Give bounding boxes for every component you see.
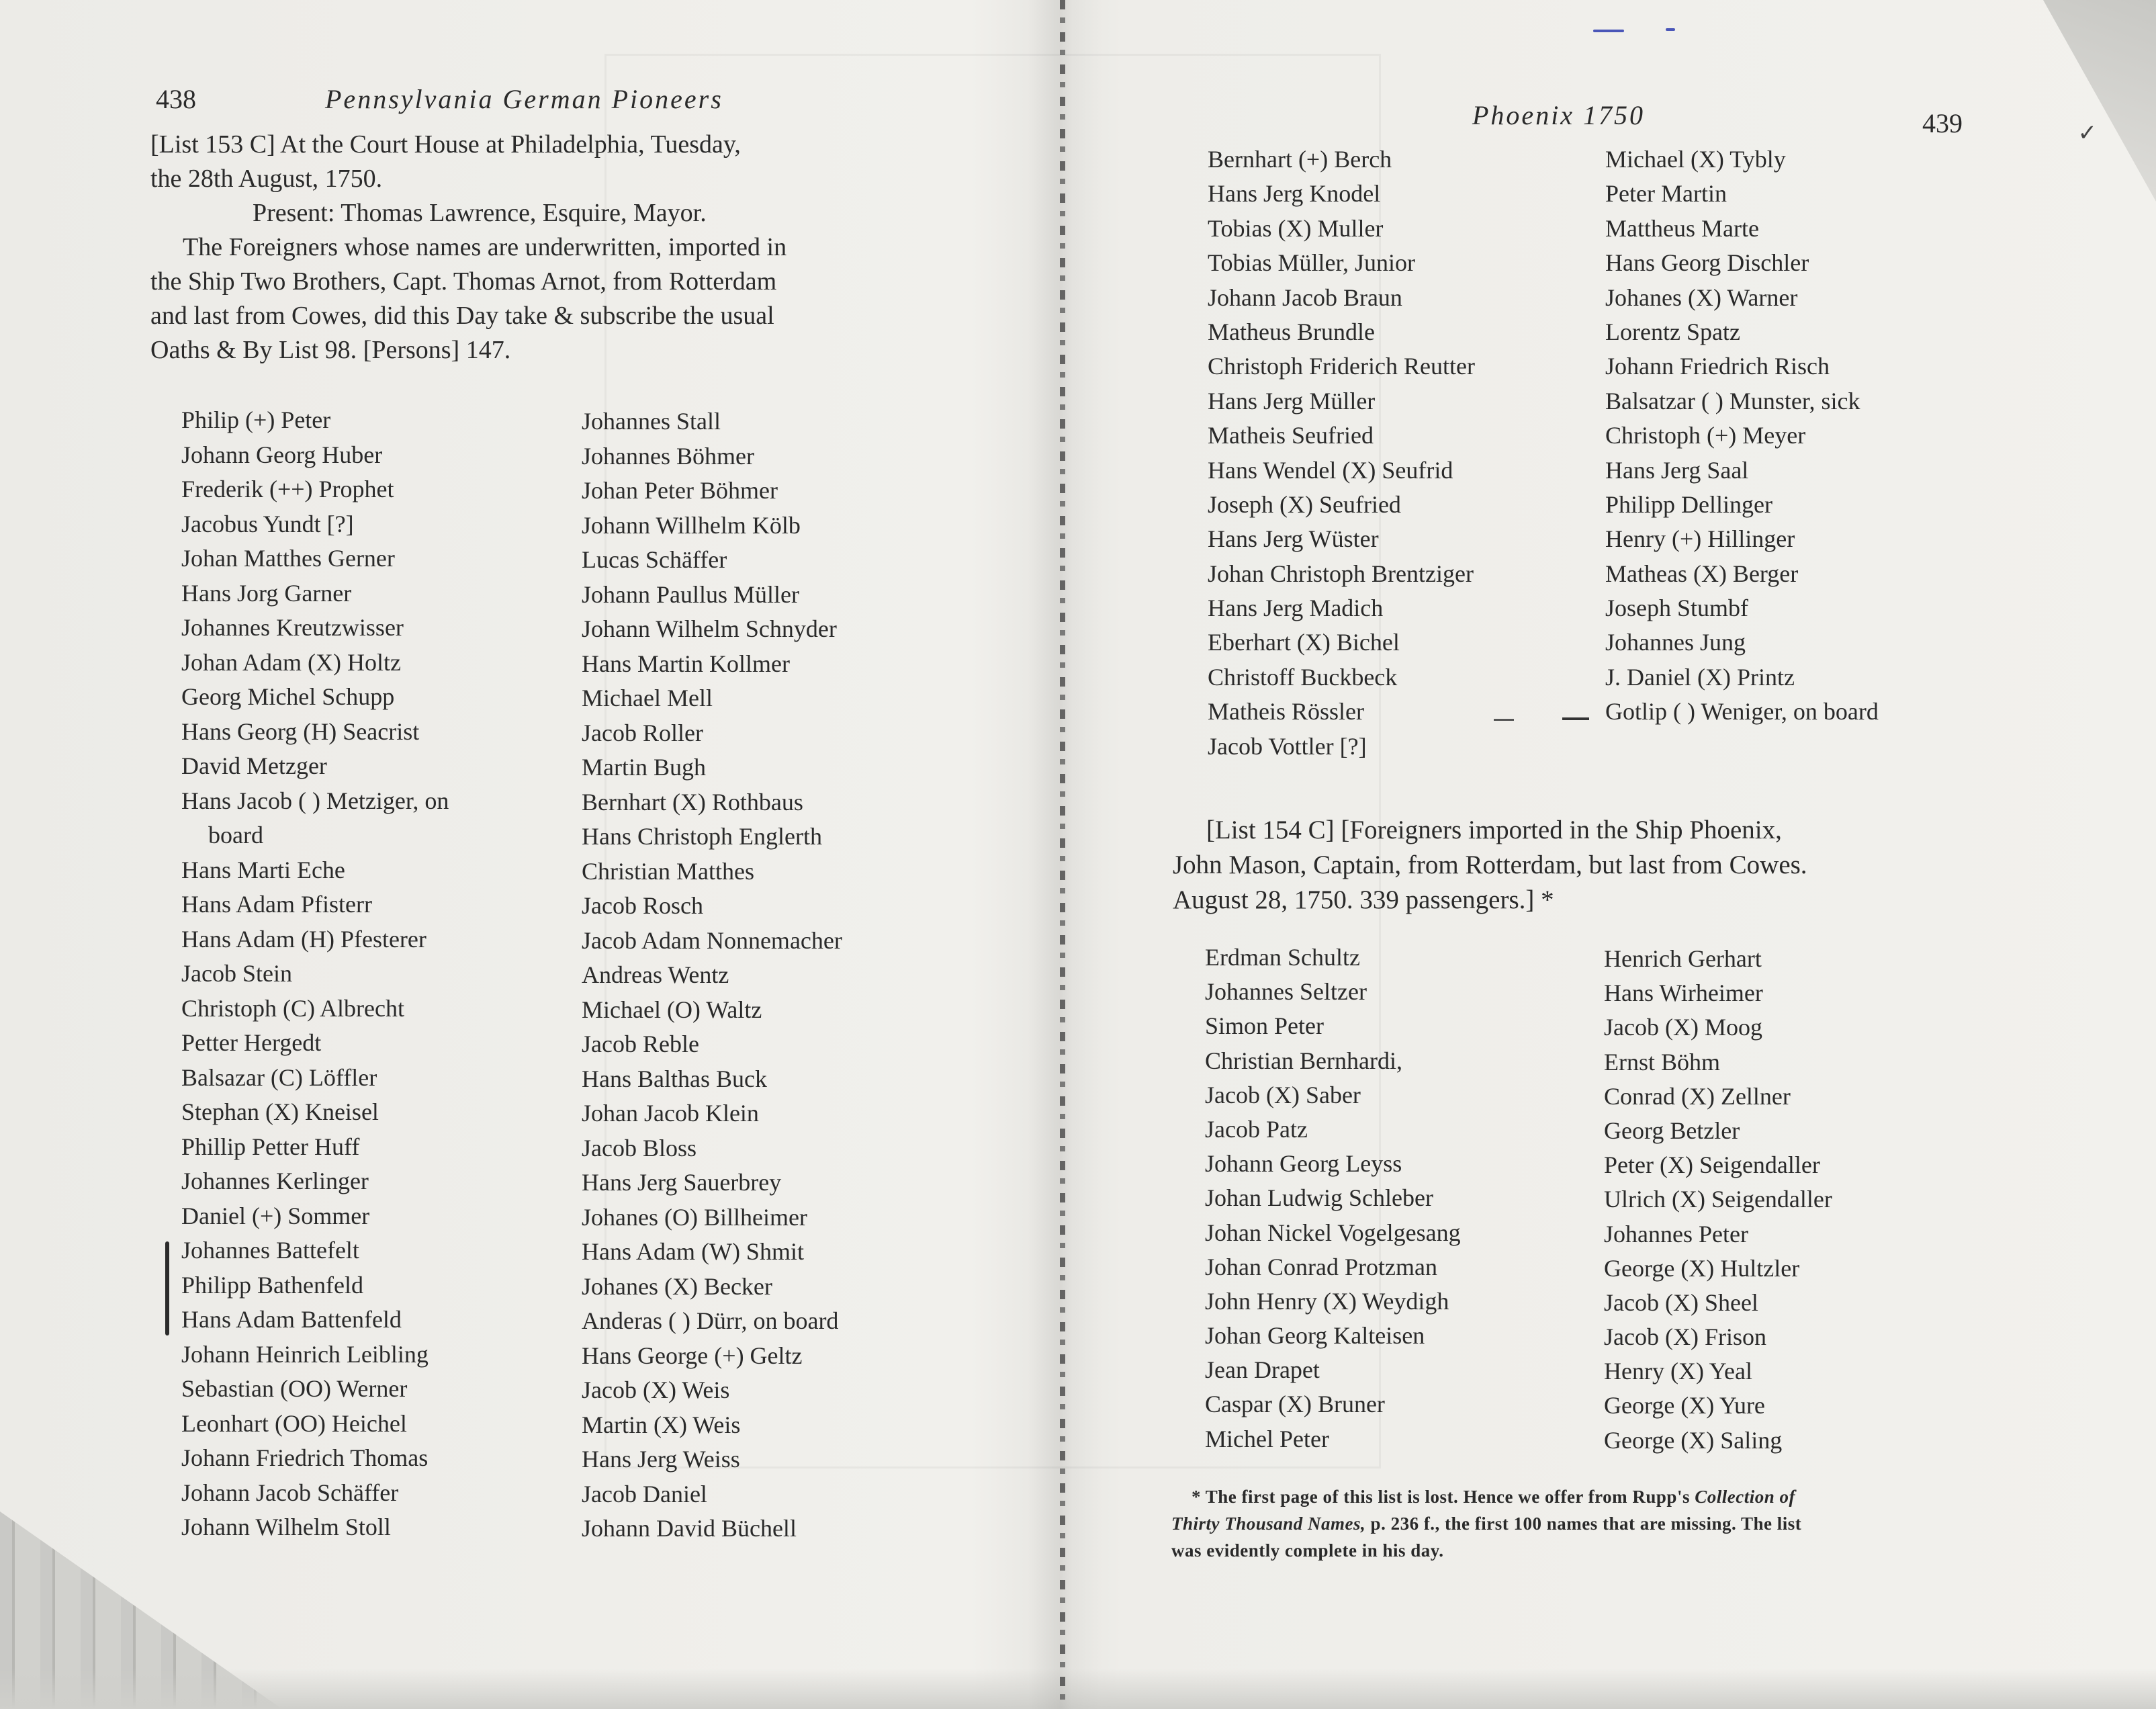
list-item: Hans Jerg Weiss [582, 1446, 740, 1473]
footnote-text: * The first page of this list is lost. Hence we offer from Rupp's [1192, 1487, 1695, 1507]
list-item: Hans Adam Battenfeld [181, 1306, 402, 1333]
list-item: Henry (+) Hillinger [1605, 525, 1795, 553]
list-item: Leonhart (OO) Heichel [181, 1409, 407, 1437]
list-item: Hans George (+) Geltz [582, 1342, 803, 1369]
list-item: Johan Peter Böhmer [582, 477, 778, 504]
list-item: Michael (X) Tybly [1605, 146, 1786, 173]
phoenix-column-1 [1205, 940, 1461, 1456]
running-head: Pennsylvania German Pioneers [325, 84, 723, 114]
list-item: Hans Adam (W) Shmit [582, 1238, 804, 1265]
list-item: Peter Martin [1605, 180, 1727, 208]
list-item: Johann Jacob Schäffer [181, 1479, 399, 1506]
footnote-text: p. 236 f., the first 100 names that are missing. The list [1365, 1514, 1802, 1534]
list-item: Hans Adam Pfisterr [181, 891, 372, 918]
list-item: Christoph Friderich Reutter [1208, 353, 1475, 380]
list-item: Jacob Adam Nonnemacher [582, 926, 842, 954]
list-item: Matheas (X) Berger [1605, 560, 1799, 587]
list-item: Andreas Wentz [582, 961, 729, 988]
check-mark-icon: ✓ [2077, 121, 2097, 146]
list-item: Johan Georg Kalteisen [1205, 1322, 1425, 1350]
list-item: Johanes (X) Becker [582, 1272, 772, 1300]
pen-mark [1593, 30, 1624, 32]
list-item: Jacob Rosch [582, 892, 703, 919]
list-item: Jacobus Yundt [?] [181, 510, 354, 537]
list-item: Hans Jerg Sauerbrey [582, 1169, 782, 1196]
list-item: Jacob Roller [582, 719, 703, 746]
book-gutter [1060, 0, 1065, 1709]
footnote-line: was evidently complete in his day. [1171, 1540, 1444, 1561]
list-item: Johan Jacob Klein [582, 1100, 759, 1127]
list-item: Christoff Buckbeck [1208, 663, 1398, 691]
list-item: Joseph Stumbf [1605, 595, 1749, 622]
list-item: Gotlip ( ) Weniger, on board [1605, 698, 1879, 726]
list-item: J. Daniel (X) Printz [1605, 663, 1795, 691]
list-item: Hans Wirheimer [1604, 979, 1763, 1007]
list-item: Lorentz Spatz [1605, 318, 1740, 345]
list-item: Martin (X) Weis [582, 1411, 741, 1438]
list-item: Hans Martin Kollmer [582, 650, 790, 677]
list-item: Hans Jorg Garner [181, 579, 352, 607]
intro-line: Oaths & By List 98. [Persons] 147. [150, 336, 511, 364]
list-item: Johannes Jung [1605, 629, 1746, 656]
list-item: George (X) Yure [1604, 1392, 1765, 1419]
list-item: Christoph (+) Meyer [1605, 422, 1806, 449]
name-column-left-1 [181, 403, 449, 1545]
list-item: Caspar (X) Bruner [1205, 1391, 1385, 1418]
list-item: Jacob (X) Moog [1604, 1014, 1762, 1041]
list-item: Matheis Seufried [1208, 422, 1374, 449]
list-item: Daniel (+) Sommer [181, 1202, 370, 1229]
list-item: Johan Ludwig Schleber [1205, 1184, 1433, 1212]
list-item: Johannes Peter [1604, 1220, 1748, 1247]
list-item: Hans Balthas Buck [582, 1065, 767, 1092]
list-item: Johann Georg Huber [181, 441, 383, 468]
margin-bracket-mark [165, 1241, 169, 1335]
list-item: Hans Jerg Madich [1208, 595, 1384, 622]
list-item: Christian Bernhardi, [1205, 1047, 1402, 1074]
list-item: Stephan (X) Kneisel [181, 1098, 379, 1125]
list-item: Georg Michel Schupp [181, 683, 395, 710]
header-line: August 28, 1750. 339 passengers.] * [1173, 885, 1554, 914]
list-item: board [208, 822, 263, 848]
list-item: Jacob Daniel [582, 1480, 707, 1507]
list-item: Johannes Kreutzwisser [181, 614, 404, 641]
list-item: Tobias Müller, Junior [1208, 249, 1416, 277]
list-item: Frederik (++) Prophet [181, 476, 394, 502]
list-item: Jacob (X) Weis [582, 1376, 730, 1403]
list-item: Peter (X) Seigendaller [1604, 1151, 1820, 1179]
list-item: Jacob (X) Sheel [1604, 1288, 1758, 1316]
list-item: Martin Bugh [582, 754, 706, 781]
list-item: Henrich Gerhart [1604, 945, 1762, 972]
list-item: Ulrich (X) Seigendaller [1604, 1186, 1832, 1213]
list-item: Johannes Battefelt [181, 1237, 359, 1264]
list-item: Hans Jerg Knodel [1208, 180, 1381, 208]
margin-arrow-mark [1562, 717, 1589, 720]
list-item: Johan Conrad Protzman [1205, 1253, 1437, 1280]
list-item: Tobias (X) Muller [1208, 214, 1384, 242]
intro-line: [List 153 C] At the Court House at Philadelphia, Tuesday, [150, 130, 741, 159]
header-line: [List 154 C] [Foreigners imported in the Ship Phoenix, [1206, 816, 1782, 844]
list-item: Hans Jerg Saal [1605, 456, 1749, 484]
list-item: Johann Willhelm Kölb [582, 511, 801, 539]
list-item: Christoph (C) Albrecht [181, 994, 404, 1022]
list-item: Matheis Rössler [1208, 698, 1364, 726]
list-item: Johann Friedrich Risch [1605, 353, 1830, 380]
list-item: Jacob Vottler [?] [1208, 732, 1367, 760]
running-head: Phoenix 1750 [1472, 100, 1646, 130]
name-column-right-2 [1605, 142, 1879, 730]
list-item: Hans Christoph Englerth [582, 823, 822, 850]
list-item: Anderas ( ) Dürr, on board [582, 1307, 839, 1334]
list-intro [150, 128, 787, 367]
list-item: Jacob Patz [1205, 1115, 1308, 1143]
list-item: Henry (X) Yeal [1604, 1358, 1752, 1385]
list-item: Georg Betzler [1604, 1116, 1740, 1144]
list-item: Petter Hergedt [181, 1029, 322, 1056]
list-item: Johann Paullus Müller [582, 580, 799, 608]
footnote-line [1171, 1483, 1801, 1510]
list-item: Philipp Dellinger [1605, 490, 1772, 518]
list-item: David Metzger [181, 752, 327, 779]
list-item: Johan Christoph Brentziger [1208, 560, 1474, 587]
list-item: Balsatzar ( ) Munster, sick [1605, 387, 1860, 414]
list-item: Jacob Bloss [582, 1134, 697, 1162]
list-item: Mattheus Marte [1605, 214, 1759, 242]
list-item: Hans Wendel (X) Seufrid [1208, 456, 1453, 484]
list-item: George (X) Hultzler [1604, 1254, 1800, 1282]
list-item: Hans Adam (H) Pfesterer [181, 925, 426, 953]
list-item: Conrad (X) Zellner [1604, 1082, 1791, 1110]
list-item: Ernst Böhm [1604, 1048, 1721, 1076]
page-number: 439 [1922, 108, 1963, 138]
list-item: Phillip Petter Huff [181, 1133, 360, 1160]
list-item: Johanes (X) Warner [1605, 283, 1798, 311]
list-item: Johanes (O) Billheimer [582, 1203, 807, 1231]
list-item: Simon Peter [1205, 1012, 1324, 1040]
list-item: Johannes Stall [582, 408, 721, 435]
list-item: Johannes Kerlinger [181, 1168, 369, 1194]
list-item: George (X) Saling [1604, 1426, 1783, 1454]
name-column-right-1 [1208, 142, 1475, 764]
list-item: Johann Wilhelm Stoll [181, 1514, 391, 1540]
margin-dash-mark [1494, 719, 1514, 721]
phoenix-list-header [1173, 813, 1807, 918]
list-item: Johann Georg Leyss [1205, 1150, 1402, 1178]
list-item: Johann Wilhelm Schnyder [582, 615, 837, 642]
list-item: Johan Nickel Vogelgesang [1205, 1219, 1461, 1246]
intro-line: the Ship Two Brothers, Capt. Thomas Arnot, from Rotterdam [150, 267, 777, 296]
list-item: Jacob (X) Saber [1205, 1081, 1361, 1108]
list-item: John Henry (X) Weydigh [1205, 1287, 1449, 1315]
intro-line: and last from Cowes, did this Day take & subscribe the usual [150, 302, 774, 330]
list-item: Johan Matthes Gerner [181, 545, 395, 572]
list-item: Philip (+) Peter [181, 406, 331, 433]
right-page [1075, 0, 2156, 1709]
list-item: Eberhart (X) Bichel [1208, 629, 1400, 656]
header-line: John Mason, Captain, from Rotterdam, but last from Cowes. [1173, 850, 1807, 879]
list-item: Christian Matthes [582, 857, 754, 885]
list-item: Johann Friedrich Thomas [181, 1444, 429, 1471]
list-item: Jacob Reble [582, 1031, 699, 1057]
list-item: Johann Jacob Braun [1208, 283, 1402, 311]
intro-line: The Foreigners whose names are underwritten, imported in [183, 233, 787, 261]
list-item: Philipp Bathenfeld [181, 1271, 363, 1299]
list-item: Johan Adam (X) Holtz [181, 648, 401, 676]
intro-line: Present: Thomas Lawrence, Esquire, Mayor. [253, 199, 707, 227]
list-item: Johann David Büchell [582, 1515, 797, 1542]
pen-mark [1666, 28, 1675, 31]
list-item: Johannes Seltzer [1205, 978, 1367, 1006]
list-item: Jacob (X) Frison [1604, 1323, 1766, 1351]
list-item: Hans Marti Eche [181, 856, 345, 883]
page-number: 438 [156, 84, 196, 114]
list-item: Bernhart (X) Rothbaus [582, 788, 803, 816]
list-item: Michel Peter [1205, 1425, 1329, 1452]
list-item: Hans Jerg Wüster [1208, 525, 1379, 553]
list-item: Bernhart (+) Berch [1208, 146, 1392, 173]
list-item: Hans Georg (H) Seacrist [181, 717, 420, 745]
footnote-citation: Collection of [1695, 1487, 1795, 1507]
list-item: Balsazar (C) Löffler [181, 1063, 377, 1091]
list-item: Michael (O) Waltz [582, 996, 762, 1023]
list-item: Jean Drapet [1205, 1356, 1320, 1384]
list-item: Hans Jacob ( ) Metziger, on [181, 787, 449, 814]
list-item: Erdman Schultz [1205, 944, 1360, 971]
phoenix-column-2 [1604, 942, 1832, 1458]
footnote-citation: Thirty Thousand Names, [1171, 1514, 1366, 1534]
list-item: Johannes Böhmer [582, 442, 754, 470]
intro-line: the 28th August, 1750. [150, 165, 383, 193]
list-item: Michael Mell [582, 685, 713, 711]
name-column-left-2 [582, 404, 842, 1546]
list-item: Sebastian (OO) Werner [181, 1375, 408, 1402]
list-item: Hans Jerg Müller [1208, 387, 1376, 414]
list-item: Lucas Schäffer [582, 546, 727, 573]
list-item: Johann Heinrich Leibling [181, 1340, 429, 1368]
list-item: Hans Georg Dischler [1605, 249, 1809, 277]
left-page [0, 0, 1048, 1709]
footnote-line [1171, 1510, 1801, 1537]
footnote [1171, 1483, 1801, 1564]
list-item: Matheus Brundle [1208, 318, 1375, 345]
list-item: Joseph (X) Seufried [1208, 490, 1401, 518]
list-item: Jacob Stein [181, 960, 292, 987]
